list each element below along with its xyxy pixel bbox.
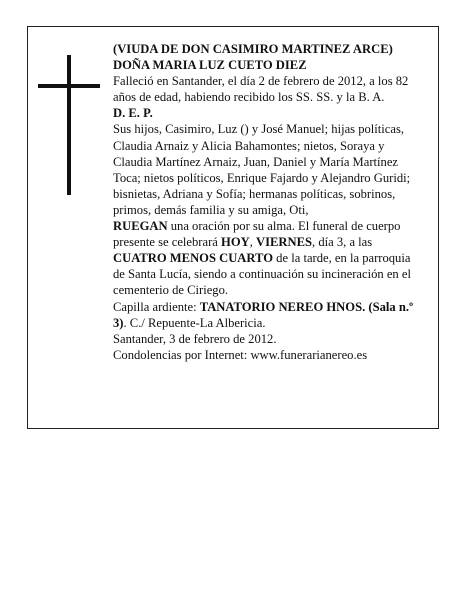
obituary-text: [113, 41, 423, 363]
hora: CUATRO MENOS CUARTO: [113, 251, 274, 266]
dep: D. E. P.: [113, 106, 153, 121]
widow-line: (VIUDA DE DON CASIMIRO MARTINEZ ARCE): [113, 42, 393, 56]
capilla-info: Capilla ardiente: TANATORIO NEREO HNOS. (Sala n.º 3). C./ Repuente-La Albericia.: [113, 299, 414, 330]
hoy: HOY: [221, 235, 250, 250]
deceased-name: DOÑA MARIA LUZ CUETO DIEZ: [113, 58, 307, 73]
family-list: Sus hijos, Casimiro, Luz () y José Manuel; hijas políticas, Claudia Arnaiz y Alicia Bahamontes; nietos, Soraya y Claudia Martínez Arnaiz, Juan, Daniel y María Martínez Toca; nietos políticos, Enrique Fajardo y Alejandro Guridi; bisnietas, Adriana y Sofía; hermanas políticas, sobrinos, primos, demás familia y su amiga, Oti,: [113, 122, 411, 217]
death-info: Falleció en Santander, el día 2 de febrero de 2012, a los 82 años de edad, habiendo recibido los SS. SS. y la B. A.: [113, 74, 409, 105]
ruegan: RUEGAN: [113, 219, 168, 234]
date-line: Santander, 3 de febrero de 2012.: [113, 331, 277, 346]
condolences-line: Condolencias por Internet: www.funerarianereo.es: [113, 347, 368, 362]
funeral-info: RUEGAN una oración por su alma. El funeral de cuerpo presente se celebrará HOY, VIERNES, día 3, a las CUATRO MENOS CUARTO de la tarde, en la parroquia de Santa Lucía, siendo a continuación su incineración en el cementerio de Ciriego.: [113, 219, 411, 298]
viernes: VIERNES: [256, 235, 313, 250]
cross-icon-bar: [38, 84, 100, 88]
cross-icon: [67, 55, 71, 195]
tanatorio: TANATORIO NEREO HNOS. (Sala n.º 3): [113, 299, 414, 330]
